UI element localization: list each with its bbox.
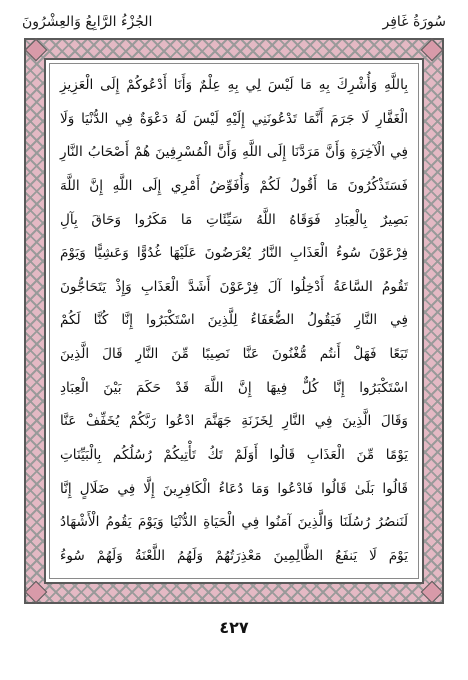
page-number: ٤٢٧ xyxy=(219,618,249,637)
ornamental-border xyxy=(24,38,444,604)
text-line: وَقَالَ الَّذِينَ فِي النَّارِ لِخَزَنَةِ جَهَنَّمَ ادْعُوا رَبَّكُمْ يُخَفِّفْ عَنَّا xyxy=(60,413,408,430)
quran-text xyxy=(60,70,408,572)
text-line: فَسَتَذْكُرُونَ مَا أَقُولُ لَكُمْ وَأُفَوِّضُ أَمْرِي إِلَى اللَّهِ إِنَّ اللَّهَ xyxy=(60,177,408,194)
corner-ornament-icon xyxy=(421,581,444,604)
page-header xyxy=(22,10,446,34)
corner-ornament-icon xyxy=(421,39,444,62)
text-line: تَبَعًا فَهَلْ أَنتُم مُّغْنُونَ عَنَّا نَصِيبًا مِّنَ النَّارِ قَالَ الَّذِينَ xyxy=(60,346,408,363)
text-line: يَوْمًا مِّنَ الْعَذَابِ قَالُوا أَوَلَمْ تَكُ تَأْتِيكُمْ رُسُلُكُم بِالْبَيِّنَاتِ xyxy=(60,447,408,464)
corner-ornament-icon xyxy=(25,581,48,604)
text-line: قَالُوا بَلَىٰ قَالُوا فَادْعُوا وَمَا دُعَاءُ الْكَافِرِينَ إِلَّا فِي ضَلَالٍ إِنَّا xyxy=(60,480,408,497)
text-line: اسْتَكْبَرُوا إِنَّا كُلٌّ فِيهَا إِنَّ اللَّهَ قَدْ حَكَمَ بَيْنَ الْعِبَادِ xyxy=(60,379,408,396)
surah-name: سُورَةُ غَافِر xyxy=(382,14,446,30)
text-line: الْغَفَّارِ لَا جَرَمَ أَنَّمَا تَدْعُونَنِي إِلَيْهِ لَيْسَ لَهُ دَعْوَةٌ فِي الدُّنْيَا وَلَا xyxy=(60,110,408,127)
text-line: فِي النَّارِ فَيَقُولُ الضُّعَفَاءُ لِلَّذِينَ اسْتَكْبَرُوا إِنَّا كُنَّا لَكُمْ xyxy=(60,312,408,329)
text-line: تَقُومُ السَّاعَةُ أَدْخِلُوا آلَ فِرْعَوْنَ أَشَدَّ الْعَذَابِ وَإِذْ يَتَحَاجُّونَ xyxy=(60,278,408,295)
text-line: يَوْمَ لَا يَنفَعُ الظَّالِمِينَ مَعْذِرَتُهُمْ وَلَهُمُ اللَّعْنَةُ وَلَهُمْ سُوءُ xyxy=(60,547,408,564)
juz-name: الجُزْءُ الرَّابِعُ وَالعِشْرُونَ xyxy=(22,14,153,30)
text-panel xyxy=(44,58,424,584)
text-line: بِاللَّهِ وَأُشْرِكَ بِهِ مَا لَيْسَ لِي بِهِ عِلْمٌ وَأَنَا أَدْعُوكُمْ إِلَى الْعَزِيزِ xyxy=(60,77,408,93)
text-line: بَصِيرٌ بِالْعِبَادِ فَوَقَاهُ اللَّهُ سَيِّئَاتِ مَا مَكَرُوا وَحَاقَ بِآلِ xyxy=(60,211,408,228)
text-line: فِي الْآخِرَةِ وَأَنَّ مَرَدَّنَا إِلَى اللَّهِ وَأَنَّ الْمُسْرِفِينَ هُمْ أَصْحَابُ النَّارِ xyxy=(60,144,408,161)
text-line: لَنَنصُرُ رُسُلَنَا وَالَّذِينَ آمَنُوا فِي الْحَيَاةِ الدُّنْيَا وَيَوْمَ يَقُومُ الْأَشْهَادُ xyxy=(60,514,408,531)
text-line: فِرْعَوْنَ سُوءُ الْعَذَابِ النَّارُ يُعْرَضُونَ عَلَيْهَا غُدُوًّا وَعَشِيًّا وَيَوْمَ xyxy=(60,245,408,262)
